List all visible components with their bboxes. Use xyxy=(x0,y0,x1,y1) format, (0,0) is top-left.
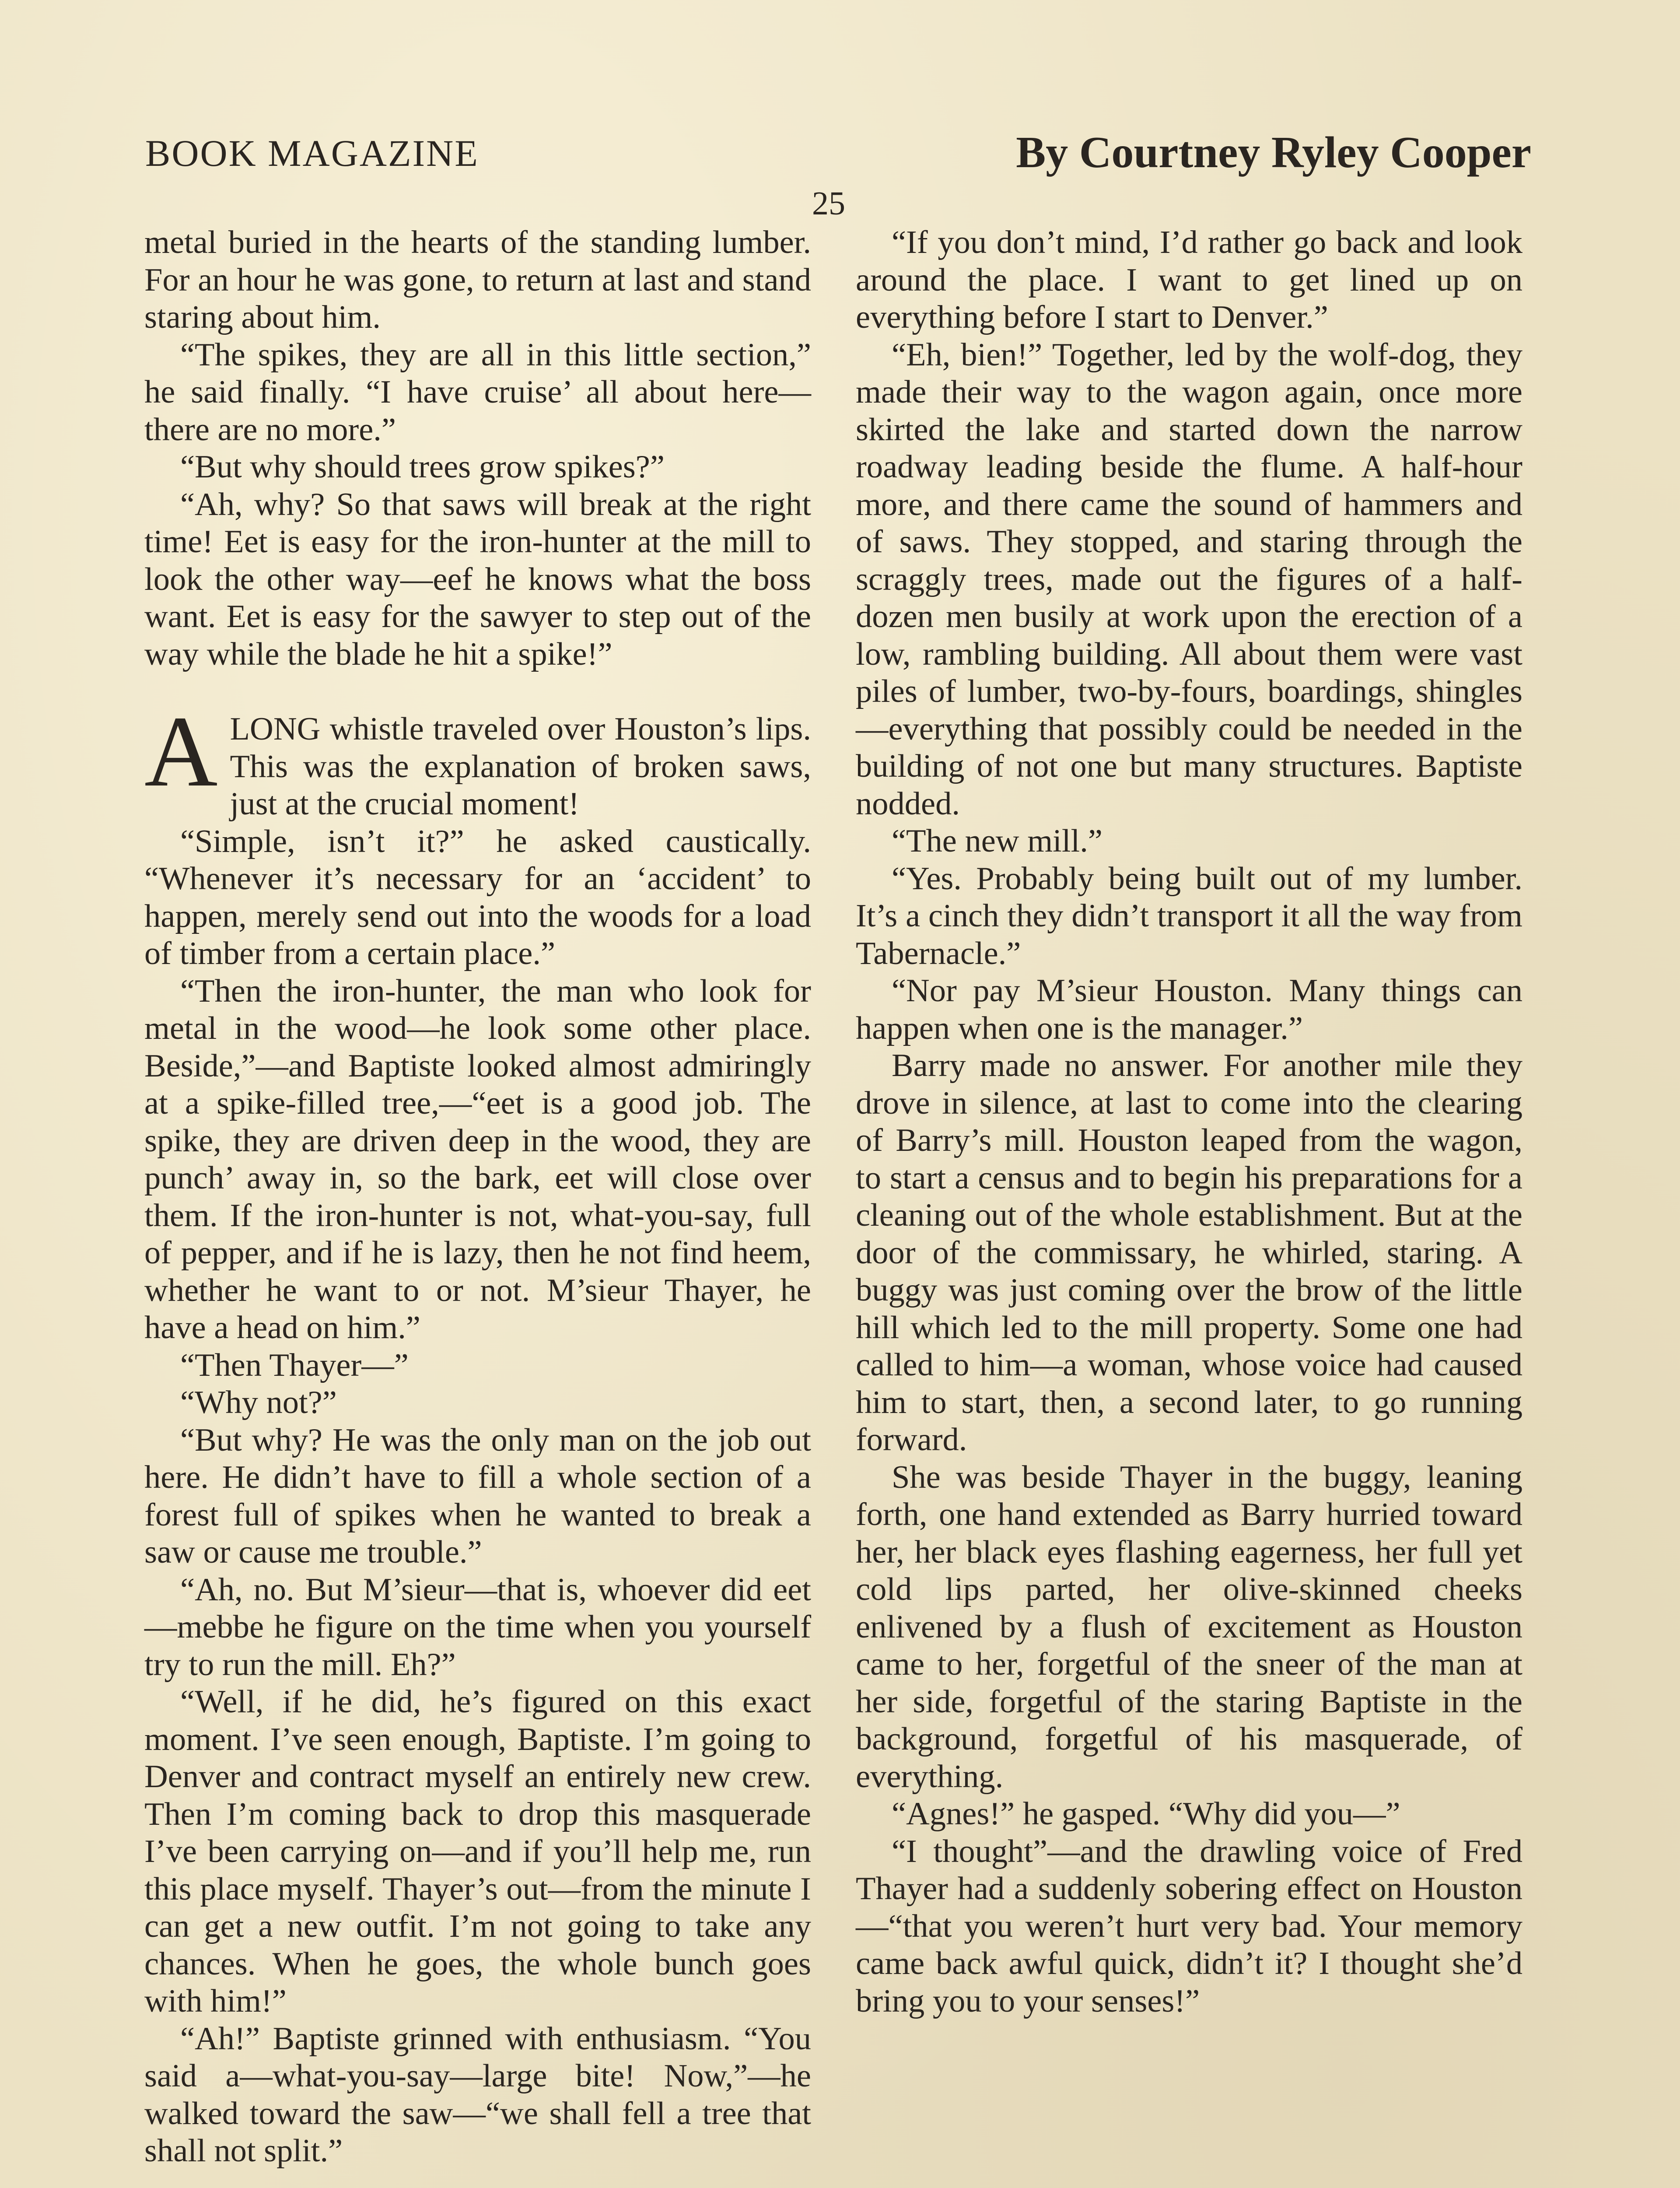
drop-cap: A xyxy=(144,695,218,808)
paragraph: “If you don’t mind, I’d rather go back and look around the place. I want to get lined up on everything before I start to Denver.” xyxy=(856,224,1522,335)
paragraph: “But why? He was the only man on the job out here. He didn’t have to fill a whole section of a forest full of spikes when he wanted to break a saw or cause me trouble.” xyxy=(144,1422,811,1570)
paragraph: “Ah, why? So that saws will break at the right time! Eet is easy for the iron-hunter at the mill to look the other way—eef he knows what the boss want. Eet is easy for the sawyer to step out of the way while the blade he hit a spike!” xyxy=(144,486,811,672)
right-text-column xyxy=(856,224,1522,2020)
paragraph: “Agnes!” he gasped. “Why did you—” xyxy=(891,1796,1400,1832)
paragraph: “Ah!” Baptiste grinned with enthusiasm. “You said a—what-you-say—large bite! Now,”—he walked toward the saw—“we shall fell a tree that shall not split.” xyxy=(144,2020,811,2169)
paragraph: “Then the iron-hunter, the man who look for metal in the wood—he look some other place. Beside,”—and Baptiste looked almost admiringly at a spike-filled tree,—“eet is a good job. The spike, they are driven deep in the wood, they are punch’ away in, so the bark, eet will close over them. If the iron-hunter is not, what-you-say, full of pepper, and if he is lazy, then he not find heem, whether he want to or not. M’sieur Thayer, he have a head on him.” xyxy=(144,973,811,1346)
paragraph: “Eh, bien!” Together, led by the wolf-dog, they made their way to the wagon again, once more skirted the lake and started down the narrow roadway leading beside the flume. A half-hour more, and there came the sound of hammers and of saws. They stopped, and staring through the scraggly trees, made out the figures of a half-dozen men busily at work upon the erection of a low, rambling building. All about them were vast piles of lumber, two-by-fours, boardings, shingles—everything that possibly could be needed in the building of not one but many structures. Baptiste nodded. xyxy=(856,337,1522,822)
paragraph: “But why should trees grow spikes?” xyxy=(180,449,665,485)
paragraph: “Well, if he did, he’s figured on this exact moment. I’ve seen enough, Baptiste. I’m going to Denver and contract myself an entirely new crew. Then I’m coming back to drop this masquerade I’ve been carrying on—and if you’ll help me, run this place myself. Thayer’s out—from the minute I can get a new outfit. I’m not going to take any chances. When he goes, the whole bunch goes with him!” xyxy=(144,1684,811,2019)
magazine-running-head: BOOK MAGAZINE xyxy=(145,132,479,174)
paragraph: Barry made no answer. For another mile they drove in silence, at last to come into the clearing of Barry’s mill. Houston leaped from the wagon, to start a census and to begin his preparations for a cleaning out of the whole establishment. But at the door of the commissary, he whirled, staring. A buggy was just coming over the brow of the little hill which led to the mill property. Some one had called to him—a woman, whose voice had caused him to start, then, a second later, to go running forward. xyxy=(856,1048,1522,1458)
paragraph: “I thought”—and the drawling voice of Fred Thayer had a suddenly sobering effect on Houston—“that you weren’t hurt very bad. Your memory came back awful quick, didn’t it? I thought she’d bring you to your senses!” xyxy=(856,1833,1522,2019)
paragraph: “Then Thayer—” xyxy=(180,1347,409,1383)
paragraph: “Yes. Probably being built out of my lumber. It’s a cinch they didn’t transport it all the way from Tabernacle.” xyxy=(856,860,1522,971)
paragraph: “The new mill.” xyxy=(891,823,1102,859)
section-opening-text: LONG whistle traveled over Houston’s lips. This was the explanation of broken saws, just at the crucial moment! xyxy=(230,711,811,822)
left-text-column xyxy=(144,224,811,2170)
paragraph: metal buried in the hearts of the standing lumber. For an hour he was gone, to return at last and stand staring about him. xyxy=(144,224,811,335)
section-break-space xyxy=(144,673,811,711)
section-opening-paragraph xyxy=(144,695,811,823)
paragraph: “Simple, isn’t it?” he asked caustically. “Whenever it’s necessary for an ‘accident’ to happen, merely send out into the woods for a load of timber from a certain place.” xyxy=(144,823,811,971)
paragraph: “Nor pay M’sieur Houston. Many things can happen when one is the manager.” xyxy=(856,973,1522,1046)
paragraph: “Why not?” xyxy=(180,1385,337,1420)
page-number: 25 xyxy=(812,185,845,222)
paragraph: She was beside Thayer in the buggy, leaning forth, one hand extended as Barry hurried toward her, her black eyes flashing eagerness, her full yet cold lips parted, her olive-skinned cheeks enlivened by a flush of excitement as Houston came to her, forgetful of the sneer of the man at her side, forgetful of the staring Baptiste in the background, forgetful of his masquerade, of everything. xyxy=(856,1459,1522,1795)
paragraph: “Ah, no. But M’sieur—that is, whoever did eet—mebbe he figure on the time when you yourself try to run the mill. Eh?” xyxy=(144,1571,811,1683)
paragraph: “The spikes, they are all in this little section,” he said finally. “I have cruise’ all about here—there are no more.” xyxy=(144,337,811,448)
author-byline: By Courtney Ryley Cooper xyxy=(1016,128,1531,177)
